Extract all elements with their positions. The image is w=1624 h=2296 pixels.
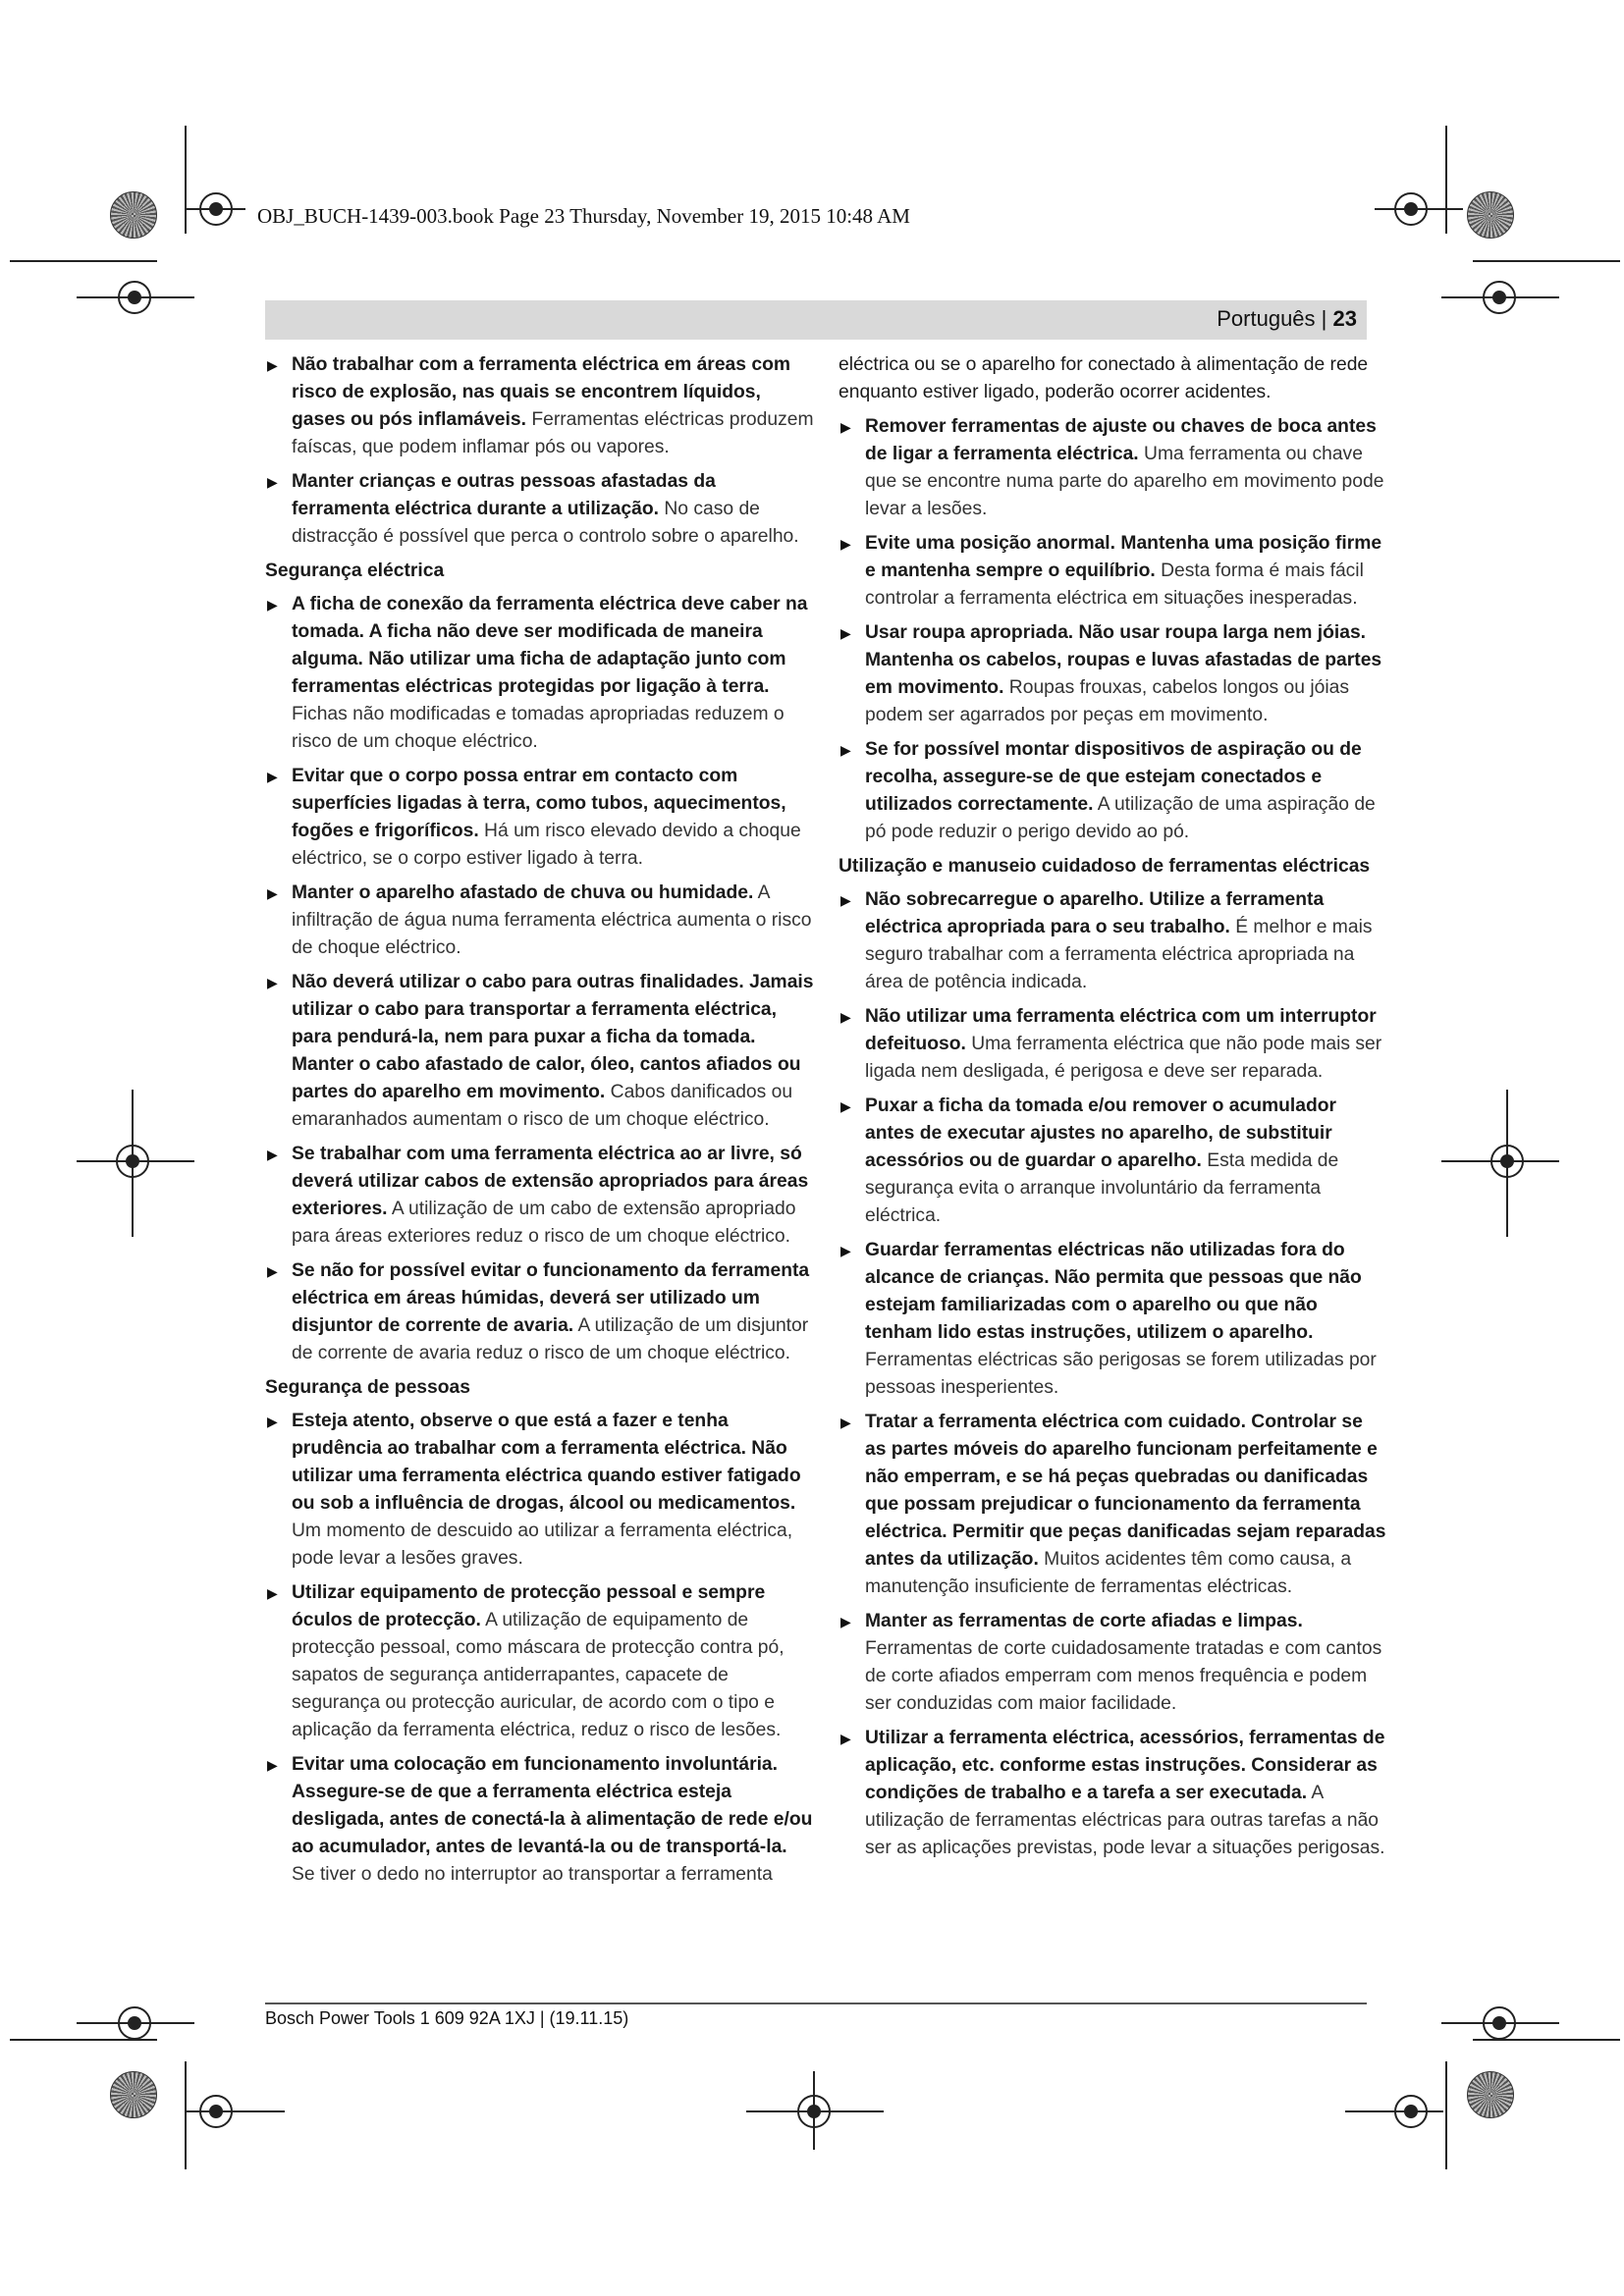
instruction-explanation-text: A utilização de uma aspiração de pó pode reduzir o perigo devido ao pó. [865, 794, 1376, 842]
instruction-explanation-text: Se tiver o dedo no interruptor ao transportar a ferramenta [292, 1864, 773, 1885]
instruction-bold-text: Utilizar a ferramenta eléctrica, acessórios, ferramentas de aplicação, etc. conforme estas instruções. Considerar as condições de trabalho e a tarefa a ser executada. [865, 1728, 1385, 1803]
safety-instruction [265, 1751, 815, 1889]
instruction-bold-text: Não trabalhar com a ferramenta eléctrica em áreas com risco de explosão, nas quais se encontrem líquidos, gases ou pós inflamáveis. [292, 354, 790, 430]
instruction-explanation-text: Cabos danificados ou emaranhados aumentam o risco de um choque eléctrico. [292, 1082, 793, 1130]
instruction-explanation-text: eléctrica ou se o aparelho for conectado à alimentação de rede enquanto estiver ligado, poderão ocorrer acidentes. [839, 354, 1369, 402]
color-registration-disk-bottom-left [110, 2071, 157, 2118]
instruction-explanation-text: Há um risco elevado devido a choque eléctrico, se o corpo estiver ligado à terra. [292, 821, 801, 869]
registration-target-upper-left [118, 281, 151, 314]
crop-mark [185, 2061, 187, 2169]
instruction-explanation-text: A utilização de equipamento de protecção pessoal, como máscara de protecção contra pó, sapatos de segurança antiderrapantes, capacete de segurança ou protecção auricular, de acordo com o tipo e aplicação da ferramenta eléctrica, reduz o risco de lesões. [292, 1610, 785, 1740]
page-number: 23 [1332, 306, 1357, 331]
instruction-bold-text: Se trabalhar com uma ferramenta eléctrica ao ar livre, só deverá utilizar cabos de extensão apropriados para áreas exteriores. [292, 1144, 809, 1219]
page-footer: Bosch Power Tools 1 609 92A 1XJ | (19.11.15) [265, 2008, 629, 2028]
crop-mark [10, 260, 157, 262]
color-registration-disk-top-left [110, 191, 157, 239]
registration-target-upper-right [1483, 281, 1516, 314]
instruction-explanation-text: Uma ferramenta ou chave que se encontre numa parte do aparelho em movimento pode levar a lesões. [865, 444, 1384, 519]
instruction-explanation-text: Roupas frouxas, cabelos longos ou jóias podem ser agarrados por peças em movimento. [865, 677, 1350, 725]
section-heading: Segurança de pessoas [265, 1377, 470, 1398]
safety-instruction [265, 591, 815, 756]
section-heading: Utilização e manuseio cuidadoso de ferramentas eléctricas [839, 856, 1371, 877]
safety-instruction [839, 619, 1388, 729]
instruction-explanation-text: A utilização de um disjuntor de corrente de avaria reduz o risco de um choque eléctrico. [292, 1315, 809, 1363]
instruction-explanation-text: É melhor e mais seguro trabalhar com a ferramenta eléctrica apropriada na área de potência indicada. [865, 917, 1373, 992]
crop-mark [1445, 126, 1447, 234]
instruction-bold-text: A ficha de conexão da ferramenta eléctrica deve caber na tomada. A ficha não deve ser modificada de maneira alguma. Não utilizar uma ficha de adaptação junto com ferramentas eléctricas protegidas por ligação à terra. [292, 594, 808, 697]
instruction-explanation-text: A utilização de um cabo de extensão apropriado para áreas exteriores reduz o risco de um choque eléctrico. [292, 1199, 796, 1247]
instruction-bold-text: Guardar ferramentas eléctricas não utilizadas fora do alcance de crianças. Não permita que pessoas que não estejam familiarizadas com o aparelho ou que não tenham lido estas instruções, utilizem o aparelho. [865, 1240, 1362, 1343]
safety-instruction [839, 736, 1388, 846]
instruction-continuation [839, 351, 1388, 406]
instruction-explanation-text: Esta medida de segurança evita o arranque involuntário da ferramenta eléctrica. [865, 1150, 1339, 1226]
instruction-bold-text: Puxar a ficha da tomada e/ou remover o acumulador antes de executar ajustes no aparelho, de substituir acessórios ou de guardar o aparelho. [865, 1095, 1337, 1171]
crop-mark [185, 126, 187, 234]
safety-instruction [265, 1408, 815, 1573]
instruction-bold-text: Manter o aparelho afastado de chuva ou humidade. [292, 882, 754, 903]
print-slug-line: OBJ_BUCH-1439-003.book Page 23 Thursday, November 19, 2015 10:48 AM [257, 204, 910, 228]
registration-target-top-left [199, 192, 233, 226]
safety-instruction [839, 413, 1388, 523]
instruction-bold-text: Remover ferramentas de ajuste ou chaves de boca antes de ligar a ferramenta eléctrica. [865, 416, 1377, 464]
instruction-bold-text: Se for possível montar dispositivos de aspiração ou de recolha, assegure-se de que estejam conectados e utilizados correctamente. [865, 739, 1362, 815]
instruction-bold-text: Se não for possível evitar o funcionamento da ferramenta eléctrica em áreas húmidas, deverá ser utilizado um disjuntor de corrente de avaria. [292, 1260, 810, 1336]
instruction-explanation-text: Um momento de descuido ao utilizar a ferramenta eléctrica, pode levar a lesões graves. [292, 1521, 793, 1569]
crop-mark [1445, 2061, 1447, 2169]
right-column [839, 351, 1388, 1869]
instruction-explanation-text: Ferramentas eléctricas produzem faíscas, que podem inflamar pós ou vapores. [292, 409, 814, 457]
instruction-bold-text: Não deverá utilizar o cabo para outras finalidades. Jamais utilizar o cabo para transportar a ferramenta eléctrica, para pendurá-la, nem para puxar a ficha da tomada. Manter o cabo afastado de calor, óleo, cantos afiados ou partes do aparelho em movimento. [292, 972, 814, 1102]
crop-mark [1473, 260, 1620, 262]
instruction-bold-text: Esteja atento, observe o que está a fazer e tenha prudência ao trabalhar com a ferramenta eléctrica. Não utilizar uma ferramenta eléctrica quando estiver fatigado ou sob a influência de drogas, álcool ou medicamentos. [292, 1411, 801, 1514]
safety-instruction [265, 468, 815, 551]
instruction-explanation-text: Muitos acidentes têm como causa, a manutenção insuficiente de ferramentas eléctricas. [865, 1549, 1352, 1597]
instruction-bold-text: Tratar a ferramenta eléctrica com cuidado. Controlar se as partes móveis do aparelho funcionam perfeitamente e não emperram, e se há peças quebradas ou danificadas que possam prejudicar o funcionamento da ferramenta eléctrica. Permitir que peças danificadas sejam reparadas antes da utilização. [865, 1412, 1386, 1570]
instruction-explanation-text: A utilização de ferramentas eléctricas para outras tarefas a não ser as aplicações previstas, pode levar a situações perigosas. [865, 1783, 1385, 1858]
safety-instruction [265, 1579, 815, 1744]
safety-instruction [265, 763, 815, 873]
instruction-bold-text: Não sobrecarregue o aparelho. Utilize a ferramenta eléctrica apropriada para o seu trabalho. [865, 889, 1325, 937]
instruction-bold-text: Usar roupa apropriada. Não usar roupa larga nem jóias. Mantenha os cabelos, roupas e luvas afastadas de partes em movimento. [865, 622, 1382, 698]
safety-instruction [839, 1409, 1388, 1601]
safety-instruction [839, 1725, 1388, 1862]
registration-target-bottom-right [1394, 2095, 1428, 2128]
left-column [265, 351, 815, 1896]
header-separator: | [1321, 306, 1327, 331]
instruction-explanation-text: Ferramentas de corte cuidadosamente tratadas e com cantos de corte afiados emperram com menos frequência e podem ser conduzidas com maior facilidade. [865, 1638, 1382, 1714]
safety-instruction [265, 351, 815, 461]
safety-instruction [839, 1093, 1388, 1230]
instruction-bold-text: Utilizar equipamento de protecção pessoal e sempre óculos de protecção. [292, 1582, 766, 1630]
instruction-bold-text: Manter as ferramentas de corte afiadas e limpas. [865, 1611, 1303, 1631]
instruction-bold-text: Evitar uma colocação em funcionamento involuntária. Assegure-se de que a ferramenta eléctrica esteja desligada, antes de conectá-la à alimentação de rede e/ou ao acumulador, antes de levantá-la ou de transportá-la. [292, 1754, 813, 1857]
registration-target-bottom-left [199, 2095, 233, 2128]
registration-target-lower-left [118, 2006, 151, 2040]
color-registration-disk-top-right [1467, 191, 1514, 239]
instruction-explanation-text: Fichas não modificadas e tomadas apropriadas reduzem o risco de um choque eléctrico. [292, 704, 785, 752]
instruction-bold-text: Evitar que o corpo possa entrar em contacto com superfícies ligadas à terra, como tubos, aquecimentos, fogões e frigoríficos. [292, 766, 786, 841]
safety-instruction [839, 1237, 1388, 1402]
instruction-bold-text: Evite uma posição anormal. Mantenha uma posição firme e mantenha sempre o equilíbrio. [865, 533, 1382, 581]
registration-target-top-right [1394, 192, 1428, 226]
safety-instruction [265, 1257, 815, 1367]
header-language: Português [1217, 306, 1316, 331]
footer-rule [265, 2002, 1367, 2004]
safety-instruction [839, 886, 1388, 996]
instruction-bold-text: Manter crianças e outras pessoas afastadas da ferramenta eléctrica durante a utilização. [292, 471, 716, 519]
registration-target-mid-left [116, 1145, 149, 1178]
instruction-explanation-text: Ferramentas eléctricas são perigosas se forem utilizadas por pessoas inesperientes. [865, 1350, 1377, 1398]
page-header [265, 300, 1367, 340]
safety-instruction [265, 969, 815, 1134]
safety-instruction [839, 1608, 1388, 1718]
instruction-explanation-text: No caso de distracção é possível que perca o controlo sobre o aparelho. [292, 499, 799, 547]
safety-instruction [839, 530, 1388, 613]
safety-instruction [265, 880, 815, 962]
instruction-explanation-text: Desta forma é mais fácil controlar a ferramenta eléctrica em situações inesperadas. [865, 561, 1364, 609]
registration-target-lower-right [1483, 2006, 1516, 2040]
safety-instruction [839, 1003, 1388, 1086]
instruction-explanation-text: Uma ferramenta eléctrica que não pode mais ser ligada nem desligada, é perigosa e deve ser reparada. [865, 1034, 1382, 1082]
page-header-text [1217, 306, 1357, 332]
instruction-bold-text: Não utilizar uma ferramenta eléctrica com um interruptor defeituoso. [865, 1006, 1377, 1054]
section-heading: Segurança eléctrica [265, 561, 445, 581]
registration-target-bottom-center [797, 2095, 831, 2128]
instruction-explanation-text: A infiltração de água numa ferramenta eléctrica aumenta o risco de choque eléctrico. [292, 882, 812, 958]
registration-target-mid-right [1490, 1145, 1524, 1178]
safety-instruction [265, 1141, 815, 1251]
color-registration-disk-bottom-right [1467, 2071, 1514, 2118]
